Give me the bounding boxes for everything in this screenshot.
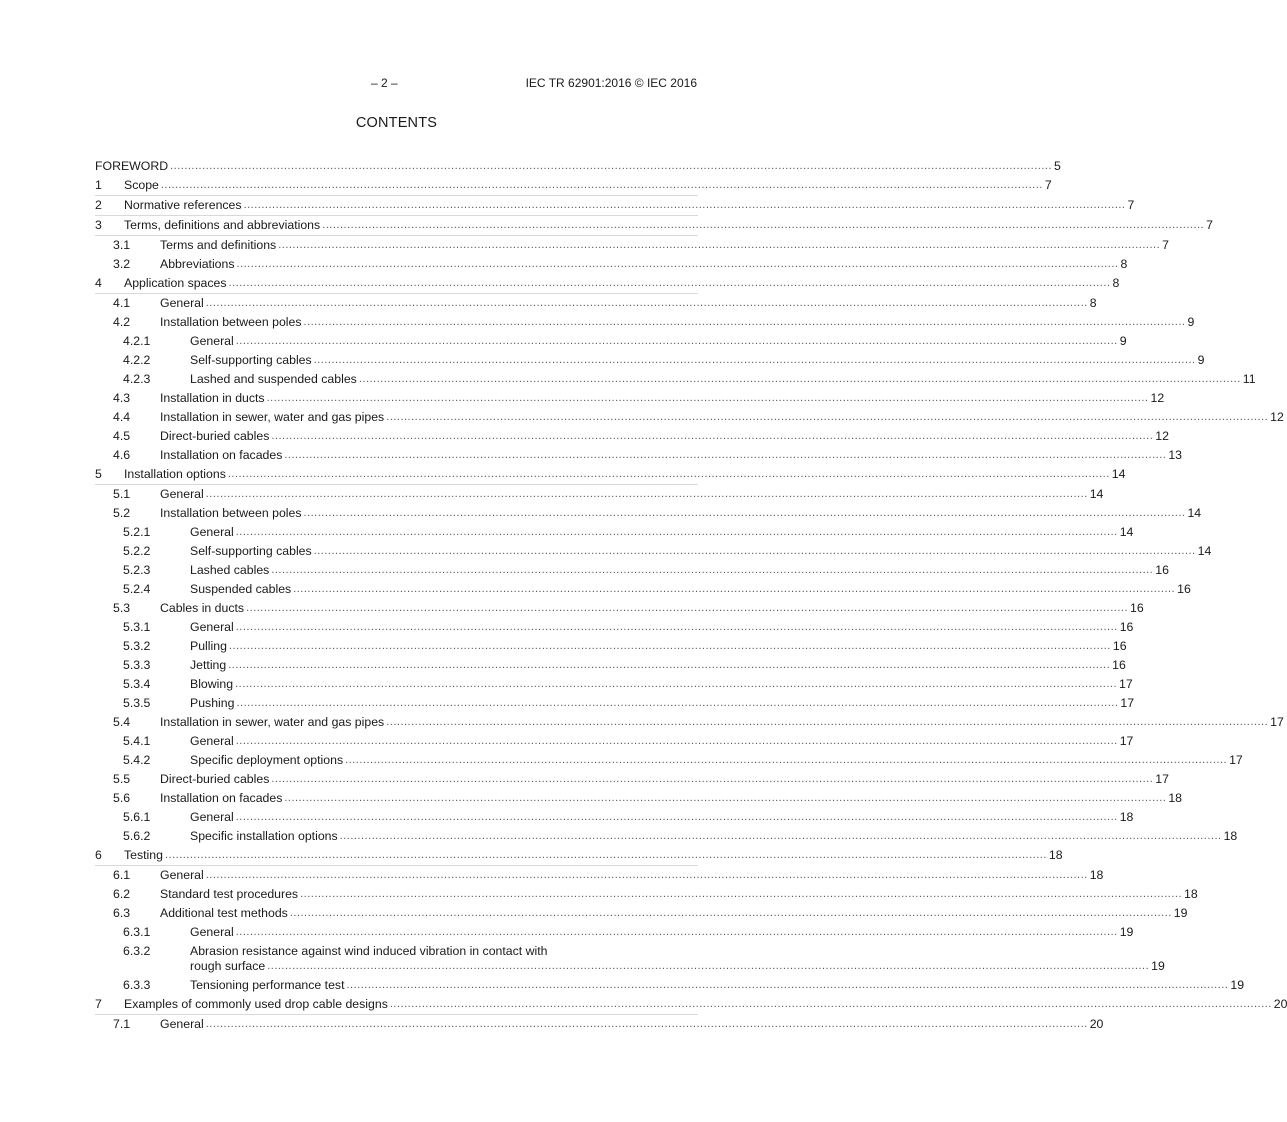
toc-entry-number: 4.2.2 [123, 353, 151, 367]
toc-entry-page: 17 [1270, 715, 1284, 729]
toc-entry[interactable] [95, 618, 1134, 637]
toc-entry-page: 9 [1187, 315, 1195, 329]
toc-entry-title: General [160, 1017, 204, 1031]
toc-entry[interactable] [95, 732, 1134, 751]
toc-entry-number: 4.1 [113, 296, 131, 310]
dot-leader [206, 487, 1088, 502]
toc-entry-page: 9 [1119, 334, 1127, 348]
dot-leader [228, 467, 1110, 482]
dot-leader [206, 296, 1088, 311]
toc-entry-number: 4.2 [113, 315, 131, 329]
toc-entry-title: General [160, 868, 204, 882]
toc-entry-page: 18 [1184, 887, 1198, 901]
toc-entry[interactable] [95, 408, 1284, 427]
toc-entry-number: 4.6 [113, 448, 131, 462]
toc-entry[interactable] [95, 351, 1205, 370]
toc-entry-page: 7 [1162, 238, 1169, 252]
toc-entry-number: 4 [95, 276, 102, 290]
toc-entry-number: 6 [95, 848, 102, 862]
toc-entry-number: 6.2 [113, 887, 131, 901]
toc-entry-number: 1 [95, 178, 102, 192]
toc-entry-page: 19 [1151, 959, 1165, 973]
toc-entry-number: 5.4.2 [123, 753, 151, 767]
toc-entry[interactable] [95, 599, 1144, 618]
toc-entry-title: Installation between poles [160, 506, 302, 520]
dot-leader [300, 887, 1182, 902]
toc-entry-number: 5.3.5 [123, 696, 151, 710]
dot-leader [236, 734, 1118, 749]
toc-entry[interactable] [95, 294, 1097, 313]
toc-entry[interactable] [95, 995, 1287, 1015]
dot-leader [293, 582, 1175, 597]
toc-entry-number: 3.2 [113, 257, 131, 271]
toc-entry[interactable] [95, 656, 1126, 675]
toc-entry[interactable] [95, 389, 1165, 408]
toc-entry-title: Lashed cables [190, 563, 270, 577]
toc-entry[interactable] [95, 216, 1213, 236]
toc-entry-title: Installation on facades [160, 448, 283, 462]
toc-entry-number: 2 [95, 198, 102, 212]
toc-entry-page: 7 [1127, 198, 1135, 212]
toc-entry-title: Pulling [190, 639, 227, 653]
toc-entry-title: Jetting [190, 658, 227, 672]
toc-entry[interactable] [95, 866, 1104, 885]
toc-entry-title: Self-supporting cables [190, 353, 312, 367]
toc-entry[interactable] [95, 751, 1243, 770]
toc-entry-page: 11 [1242, 372, 1256, 386]
dot-leader [236, 334, 1118, 349]
toc-entry-title: Direct-buried cables [160, 772, 270, 786]
toc-entry-number: 6.3.1 [123, 925, 151, 939]
toc-entry-title: General [190, 334, 234, 348]
dot-leader [228, 658, 1110, 673]
toc-entry-title: Abbreviations [160, 257, 235, 271]
toc-entry-title: Scope [124, 178, 159, 192]
toc-entry-title: General [160, 487, 204, 501]
toc-entry[interactable] [95, 713, 1284, 732]
dot-leader [236, 620, 1118, 635]
toc-entry-page: 17 [1119, 734, 1134, 748]
toc-entry[interactable] [95, 580, 1191, 599]
toc-entry-page: 14 [1119, 525, 1134, 539]
toc-entry-title: Installation in sewer, water and gas pipes [160, 410, 385, 424]
toc-entry-title: Blowing [190, 677, 234, 691]
toc-entry-page: 18 [1119, 810, 1134, 824]
toc-entry-page: 12 [1270, 410, 1284, 424]
toc-entry-title: General [190, 810, 234, 824]
toc-entry-page: 17 [1229, 753, 1243, 767]
toc-entry-page: 16 [1119, 620, 1134, 634]
toc-entry-number: 5.2.4 [123, 582, 151, 596]
toc-entry-title: Application spaces [124, 276, 227, 290]
dot-leader [390, 997, 1272, 1012]
toc-entry-title: Examples of commonly used drop cable designs [124, 997, 388, 1011]
dot-leader [236, 810, 1118, 825]
toc-entry-page: 17 [1120, 696, 1135, 710]
dot-leader [237, 257, 1119, 272]
toc-entry-title: Cables in ducts [160, 601, 245, 615]
page-title: CONTENTS [355, 115, 438, 131]
table-of-contents [95, 157, 1287, 1034]
toc-entry-number: 4.2.1 [123, 334, 151, 348]
page-number: – 2 – [371, 76, 398, 90]
toc-entry-title: General [160, 296, 204, 310]
dot-leader [386, 410, 1268, 425]
toc-entry[interactable] [95, 176, 1052, 196]
toc-entry-number: 4.5 [113, 429, 131, 443]
toc-entry-number: 7 [95, 997, 102, 1011]
dot-leader [161, 178, 1043, 193]
toc-entry-number: 4.3 [113, 391, 131, 405]
toc-entry-page: 16 [1130, 601, 1144, 615]
toc-entry-page: 19 [1119, 925, 1134, 939]
toc-entry-number: 6.1 [113, 868, 131, 882]
toc-entry-number: 4.2.3 [123, 372, 151, 386]
toc-entry[interactable] [95, 274, 1120, 294]
toc-entry[interactable] [95, 923, 1134, 942]
page-header [0, 76, 793, 92]
toc-entry-page: 18 [1223, 829, 1238, 843]
dot-leader [229, 276, 1111, 291]
dot-leader [235, 677, 1117, 692]
toc-entry-page: 16 [1177, 582, 1191, 596]
toc-entry[interactable] [95, 561, 1169, 580]
toc-entry-title: Installation on facades [160, 791, 283, 805]
toc-entry[interactable] [95, 904, 1188, 923]
dot-leader [246, 601, 1128, 616]
toc-entry-number: 5.6 [113, 791, 131, 805]
dot-leader [271, 772, 1153, 787]
dot-leader [314, 544, 1196, 559]
toc-entry-title: Tensioning performance test [190, 978, 345, 992]
toc-entry-title: Installation options [124, 467, 226, 481]
toc-entry-number: 6.3.3 [123, 978, 151, 992]
dot-leader [322, 218, 1204, 233]
toc-entry-title: General [190, 925, 234, 939]
toc-entry-title-continued: rough surface [190, 959, 266, 973]
toc-entry-number: 3.1 [113, 238, 131, 252]
dot-leader [267, 959, 1149, 974]
toc-entry-title: Installation between poles [160, 315, 302, 329]
toc-entry[interactable] [95, 637, 1127, 656]
toc-entry-title: Normative references [124, 198, 242, 212]
toc-entry-title: Direct-buried cables [160, 429, 270, 443]
toc-entry-title: Lashed and suspended cables [190, 372, 357, 386]
toc-entry[interactable] [95, 694, 1135, 713]
toc-entry[interactable] [95, 427, 1169, 446]
toc-entry-number: 5.2 [113, 506, 131, 520]
toc-entry-page: 13 [1168, 448, 1182, 462]
toc-entry-page: 19 [1173, 906, 1188, 920]
toc-entry-page: 12 [1150, 391, 1165, 405]
toc-entry[interactable] [95, 504, 1202, 523]
toc-entry-title: Suspended cables [190, 582, 292, 596]
toc-entry-page: 8 [1120, 257, 1128, 271]
toc-entry[interactable] [95, 789, 1182, 808]
dot-leader [165, 848, 1047, 863]
toc-entry-page: 20 [1089, 1017, 1104, 1031]
toc-entry[interactable] [95, 236, 1169, 255]
toc-entry-page: 8 [1089, 296, 1097, 310]
toc-entry-title: Testing [124, 848, 163, 862]
toc-entry-title: Terms and definitions [160, 238, 277, 252]
toc-entry-number: 5.1 [113, 487, 131, 501]
toc-entry-page: 12 [1155, 429, 1169, 443]
toc-entry-title: Installation in sewer, water and gas pipes [160, 715, 385, 729]
toc-entry-number: 5.2.2 [123, 544, 151, 558]
dot-leader [345, 753, 1227, 768]
dot-leader [170, 159, 1052, 174]
dot-leader [271, 563, 1153, 578]
toc-entry-page: 7 [1044, 178, 1052, 192]
toc-entry[interactable] [95, 976, 1245, 995]
toc-entry-number: 5.3.3 [123, 658, 151, 672]
toc-entry[interactable] [95, 465, 1126, 485]
toc-entry-number: 5.4 [113, 715, 131, 729]
toc-entry[interactable] [95, 157, 1061, 176]
toc-entry[interactable] [95, 196, 1135, 216]
toc-entry[interactable] [95, 523, 1134, 542]
toc-entry-title: Standard test procedures [160, 887, 299, 901]
toc-entry-title: FOREWORD [95, 159, 169, 173]
dot-leader [284, 791, 1166, 806]
dot-leader [290, 906, 1172, 921]
toc-entry-title: Additional test methods [160, 906, 288, 920]
toc-entry-page: 14 [1197, 544, 1212, 558]
toc-entry-page: 16 [1155, 563, 1169, 577]
toc-entry-number: 5.4.1 [123, 734, 151, 748]
toc-entry-title: Specific installation options [190, 829, 338, 843]
toc-entry-page: 9 [1197, 353, 1205, 367]
toc-entry[interactable] [95, 313, 1195, 332]
toc-entry-number: 5.6.2 [123, 829, 151, 843]
toc-entry[interactable] [95, 1015, 1104, 1034]
toc-entry[interactable] [95, 332, 1127, 351]
dot-leader [304, 506, 1186, 521]
toc-entry-page: 8 [1112, 276, 1120, 290]
toc-entry-number: 5.2.1 [123, 525, 151, 539]
toc-entry-page: 14 [1187, 506, 1202, 520]
toc-entry-number: 7.1 [113, 1017, 131, 1031]
dot-leader [206, 868, 1088, 883]
dot-leader [229, 639, 1111, 654]
document-id: IEC TR 62901:2016 © IEC 2016 [525, 76, 697, 90]
toc-entry[interactable] [95, 942, 1165, 976]
toc-entry-title: Abrasion resistance against wind induced vibration in contact with [190, 944, 548, 958]
toc-entry-page: 19 [1230, 978, 1245, 992]
toc-entry-page: 5 [1054, 159, 1061, 173]
toc-entry-title: Terms, definitions and abbreviations [124, 218, 321, 232]
toc-entry[interactable] [95, 846, 1063, 866]
toc-entry-page: 18 [1048, 848, 1063, 862]
dot-leader [244, 198, 1126, 213]
toc-entry-page: 17 [1155, 772, 1169, 786]
toc-entry-number: 6.3 [113, 906, 131, 920]
dot-leader [359, 372, 1241, 387]
dot-leader [206, 1017, 1088, 1032]
dot-leader [271, 429, 1153, 444]
toc-entry-number: 6.3.2 [123, 944, 151, 958]
toc-entry-page: 14 [1089, 487, 1104, 501]
toc-entry-page: 16 [1112, 658, 1126, 672]
dot-leader [386, 715, 1268, 730]
toc-entry[interactable] [95, 255, 1128, 274]
toc-entry-number: 5.3.4 [123, 677, 151, 691]
dot-leader [267, 391, 1149, 406]
dot-leader [236, 525, 1118, 540]
toc-entry[interactable] [95, 675, 1133, 694]
toc-entry-page: 16 [1112, 639, 1127, 653]
toc-entry-number: 5.5 [113, 772, 131, 786]
toc-entry-page: 7 [1206, 218, 1213, 232]
toc-entry-page: 18 [1168, 791, 1182, 805]
dot-leader [236, 925, 1118, 940]
toc-entry[interactable] [95, 827, 1238, 846]
dot-leader [284, 448, 1166, 463]
toc-entry-title: Pushing [190, 696, 235, 710]
toc-entry-title: General [190, 734, 234, 748]
toc-entry-page: 14 [1111, 467, 1126, 481]
toc-entry-number: 5.3.2 [123, 639, 151, 653]
toc-entry-title: Installation in ducts [160, 391, 265, 405]
toc-entry[interactable] [95, 542, 1212, 561]
toc-entry-number: 5.6.1 [123, 810, 151, 824]
toc-entry-page: 18 [1089, 868, 1104, 882]
toc-entry[interactable] [95, 446, 1182, 465]
toc-entry[interactable] [95, 370, 1256, 389]
toc-entry-title: General [190, 525, 234, 539]
toc-entry[interactable] [95, 885, 1198, 904]
dot-leader [314, 353, 1196, 368]
toc-entry-title: Self-supporting cables [190, 544, 312, 558]
toc-entry[interactable] [95, 808, 1134, 827]
toc-entry-page: 20 [1273, 997, 1287, 1011]
toc-entry-number: 5 [95, 467, 102, 481]
toc-entry-page: 17 [1119, 677, 1133, 691]
toc-entry-number: 5.2.3 [123, 563, 151, 577]
toc-entry-title: General [190, 620, 234, 634]
toc-entry[interactable] [95, 485, 1104, 504]
dot-leader [346, 978, 1228, 993]
dot-leader [304, 315, 1186, 330]
toc-entry-number: 5.3.1 [123, 620, 151, 634]
dot-leader [340, 829, 1222, 844]
toc-entry[interactable] [95, 770, 1169, 789]
dot-leader [278, 238, 1160, 253]
toc-entry-title: Specific deployment options [190, 753, 344, 767]
toc-entry-number: 3 [95, 218, 102, 232]
toc-entry-number: 4.4 [113, 410, 131, 424]
dot-leader [236, 696, 1118, 711]
toc-entry-number: 5.3 [113, 601, 131, 615]
